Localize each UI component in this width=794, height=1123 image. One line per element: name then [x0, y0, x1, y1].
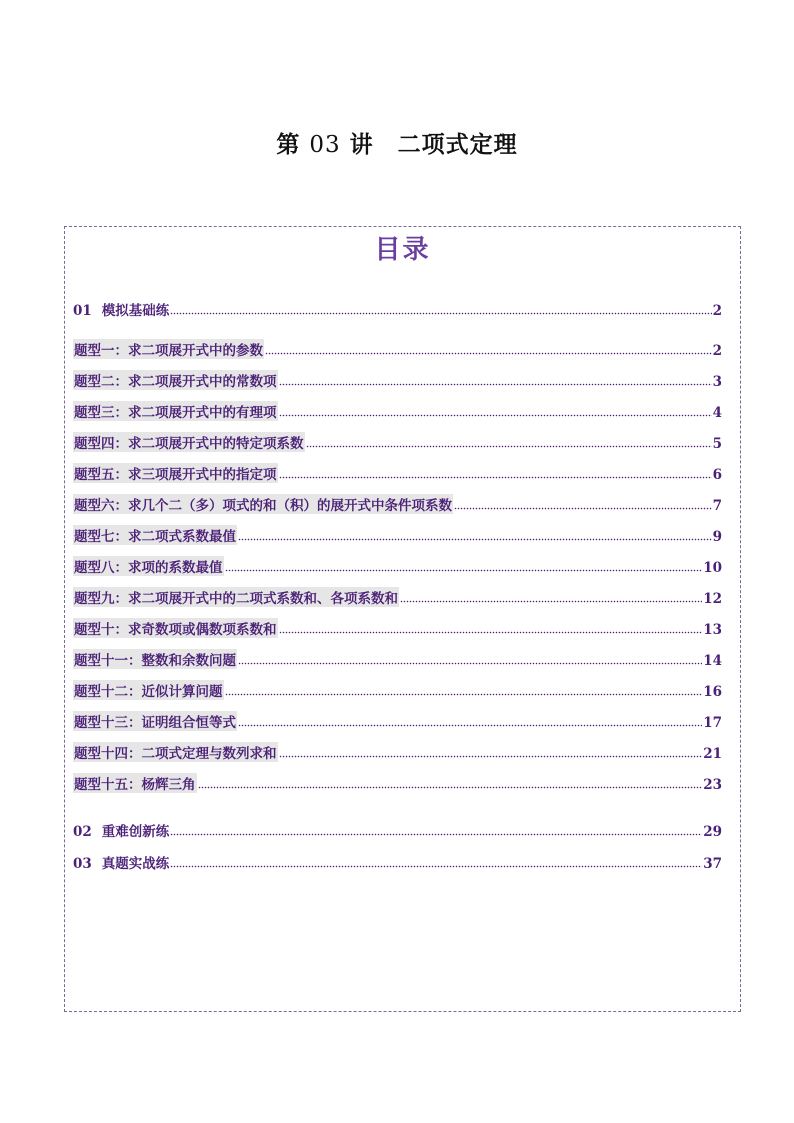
toc-entry-type-5[interactable] — [73, 463, 722, 483]
toc-dot-leader — [306, 444, 712, 448]
toc-entry-label: 题型十四：二项式定理与数列求和 — [73, 742, 278, 762]
toc-dot-leader — [225, 692, 703, 696]
toc-entry-label: 题型一：求二项展开式中的参数 — [73, 339, 264, 359]
page-title — [0, 126, 794, 159]
toc-entry-type-6[interactable] — [73, 494, 722, 514]
toc-dot-leader — [279, 413, 712, 417]
toc-entry-page: 4 — [712, 405, 722, 421]
toc-dot-leader — [279, 382, 712, 386]
toc-entry-page: 29 — [703, 824, 722, 840]
toc-entry-page: 9 — [712, 529, 722, 545]
toc-entry-page: 14 — [703, 653, 722, 669]
toc-dot-leader — [170, 832, 702, 836]
toc-entry-label: 题型六：求几个二（多）项式的和（积）的展开式中条件项系数 — [73, 494, 453, 514]
title-suffix: 讲 二项式定理 — [349, 132, 518, 158]
toc-entry-label: 真题实战练 — [101, 856, 170, 872]
toc-entry-page: 2 — [712, 303, 722, 319]
toc-dot-leader — [225, 568, 703, 572]
toc-entry-label: 题型五：求三项展开式中的指定项 — [73, 463, 278, 483]
toc-entry-label: 题型三：求二项展开式中的有理项 — [73, 401, 278, 421]
toc-entry-section-01[interactable] — [73, 299, 722, 319]
toc-entry-page: 5 — [712, 436, 722, 452]
toc-entry-page: 13 — [703, 622, 722, 638]
toc-heading: 目录 — [374, 235, 431, 265]
toc-entry-type-10[interactable] — [73, 618, 722, 638]
toc-entry-label: 题型十：求奇数项或偶数项系数和 — [73, 618, 278, 638]
toc-entry-page: 23 — [703, 777, 722, 793]
toc-entry-type-8[interactable] — [73, 556, 722, 576]
toc-entry-page: 12 — [703, 591, 722, 607]
toc-entry-type-7[interactable] — [73, 525, 722, 545]
toc-dot-leader — [279, 475, 712, 479]
toc-entry-page: 16 — [703, 684, 722, 700]
toc-entry-type-12[interactable] — [73, 680, 722, 700]
toc-dot-leader — [279, 630, 703, 634]
toc-dot-leader — [170, 311, 711, 315]
toc-entry-page: 17 — [703, 715, 722, 731]
toc-entry-type-4[interactable] — [73, 432, 722, 452]
title-number: 03 — [309, 132, 341, 158]
toc-dot-leader — [400, 599, 702, 603]
toc-entry-section-02[interactable] — [73, 820, 722, 840]
toc-dot-leader — [238, 661, 702, 665]
title-prefix: 第 — [276, 132, 301, 158]
toc-entry-label: 题型二：求二项展开式中的常数项 — [73, 370, 278, 390]
toc-entry-type-15[interactable] — [73, 773, 722, 793]
toc-dot-leader — [454, 506, 712, 510]
toc-entry-number: 01 — [73, 303, 92, 319]
toc-entry-label: 模拟基础练 — [101, 303, 170, 319]
table-of-contents — [64, 226, 741, 1012]
toc-entry-page: 2 — [712, 343, 722, 359]
toc-entry-section-03[interactable] — [73, 852, 722, 872]
toc-dot-leader — [238, 537, 712, 541]
toc-entry-type-11[interactable] — [73, 649, 722, 669]
toc-entry-number: 02 — [73, 824, 92, 840]
toc-entry-type-3[interactable] — [73, 401, 722, 421]
toc-dot-leader — [198, 785, 703, 789]
toc-entry-page: 21 — [703, 746, 722, 762]
toc-entry-label: 题型十一：整数和余数问题 — [73, 649, 237, 669]
toc-entry-label: 题型十三：证明组合恒等式 — [73, 711, 237, 731]
toc-entry-page: 3 — [712, 374, 722, 390]
toc-entry-type-2[interactable] — [73, 370, 722, 390]
toc-dot-leader — [170, 864, 702, 868]
toc-dot-leader — [265, 351, 712, 355]
toc-entry-page: 10 — [703, 560, 722, 576]
toc-entry-type-1[interactable] — [73, 339, 722, 359]
toc-entry-label: 题型七：求二项式系数最值 — [73, 525, 237, 545]
toc-entry-label: 题型四：求二项展开式中的特定项系数 — [73, 432, 305, 452]
toc-entry-type-14[interactable] — [73, 742, 722, 762]
toc-entry-type-9[interactable] — [73, 587, 722, 607]
toc-entry-page: 6 — [712, 467, 722, 483]
toc-entry-type-13[interactable] — [73, 711, 722, 731]
toc-entry-label: 重难创新练 — [101, 824, 170, 840]
toc-entry-label: 题型八：求项的系数最值 — [73, 556, 224, 576]
toc-entry-number: 03 — [73, 856, 92, 872]
toc-entry-page: 37 — [703, 856, 722, 872]
toc-entry-label: 题型十二：近似计算问题 — [73, 680, 224, 700]
toc-entry-label: 题型九：求二项展开式中的二项式系数和、各项系数和 — [73, 587, 399, 607]
toc-entry-page: 7 — [712, 498, 722, 514]
toc-entry-label: 题型十五：杨辉三角 — [73, 773, 197, 793]
toc-dot-leader — [279, 754, 703, 758]
toc-dot-leader — [238, 723, 702, 727]
